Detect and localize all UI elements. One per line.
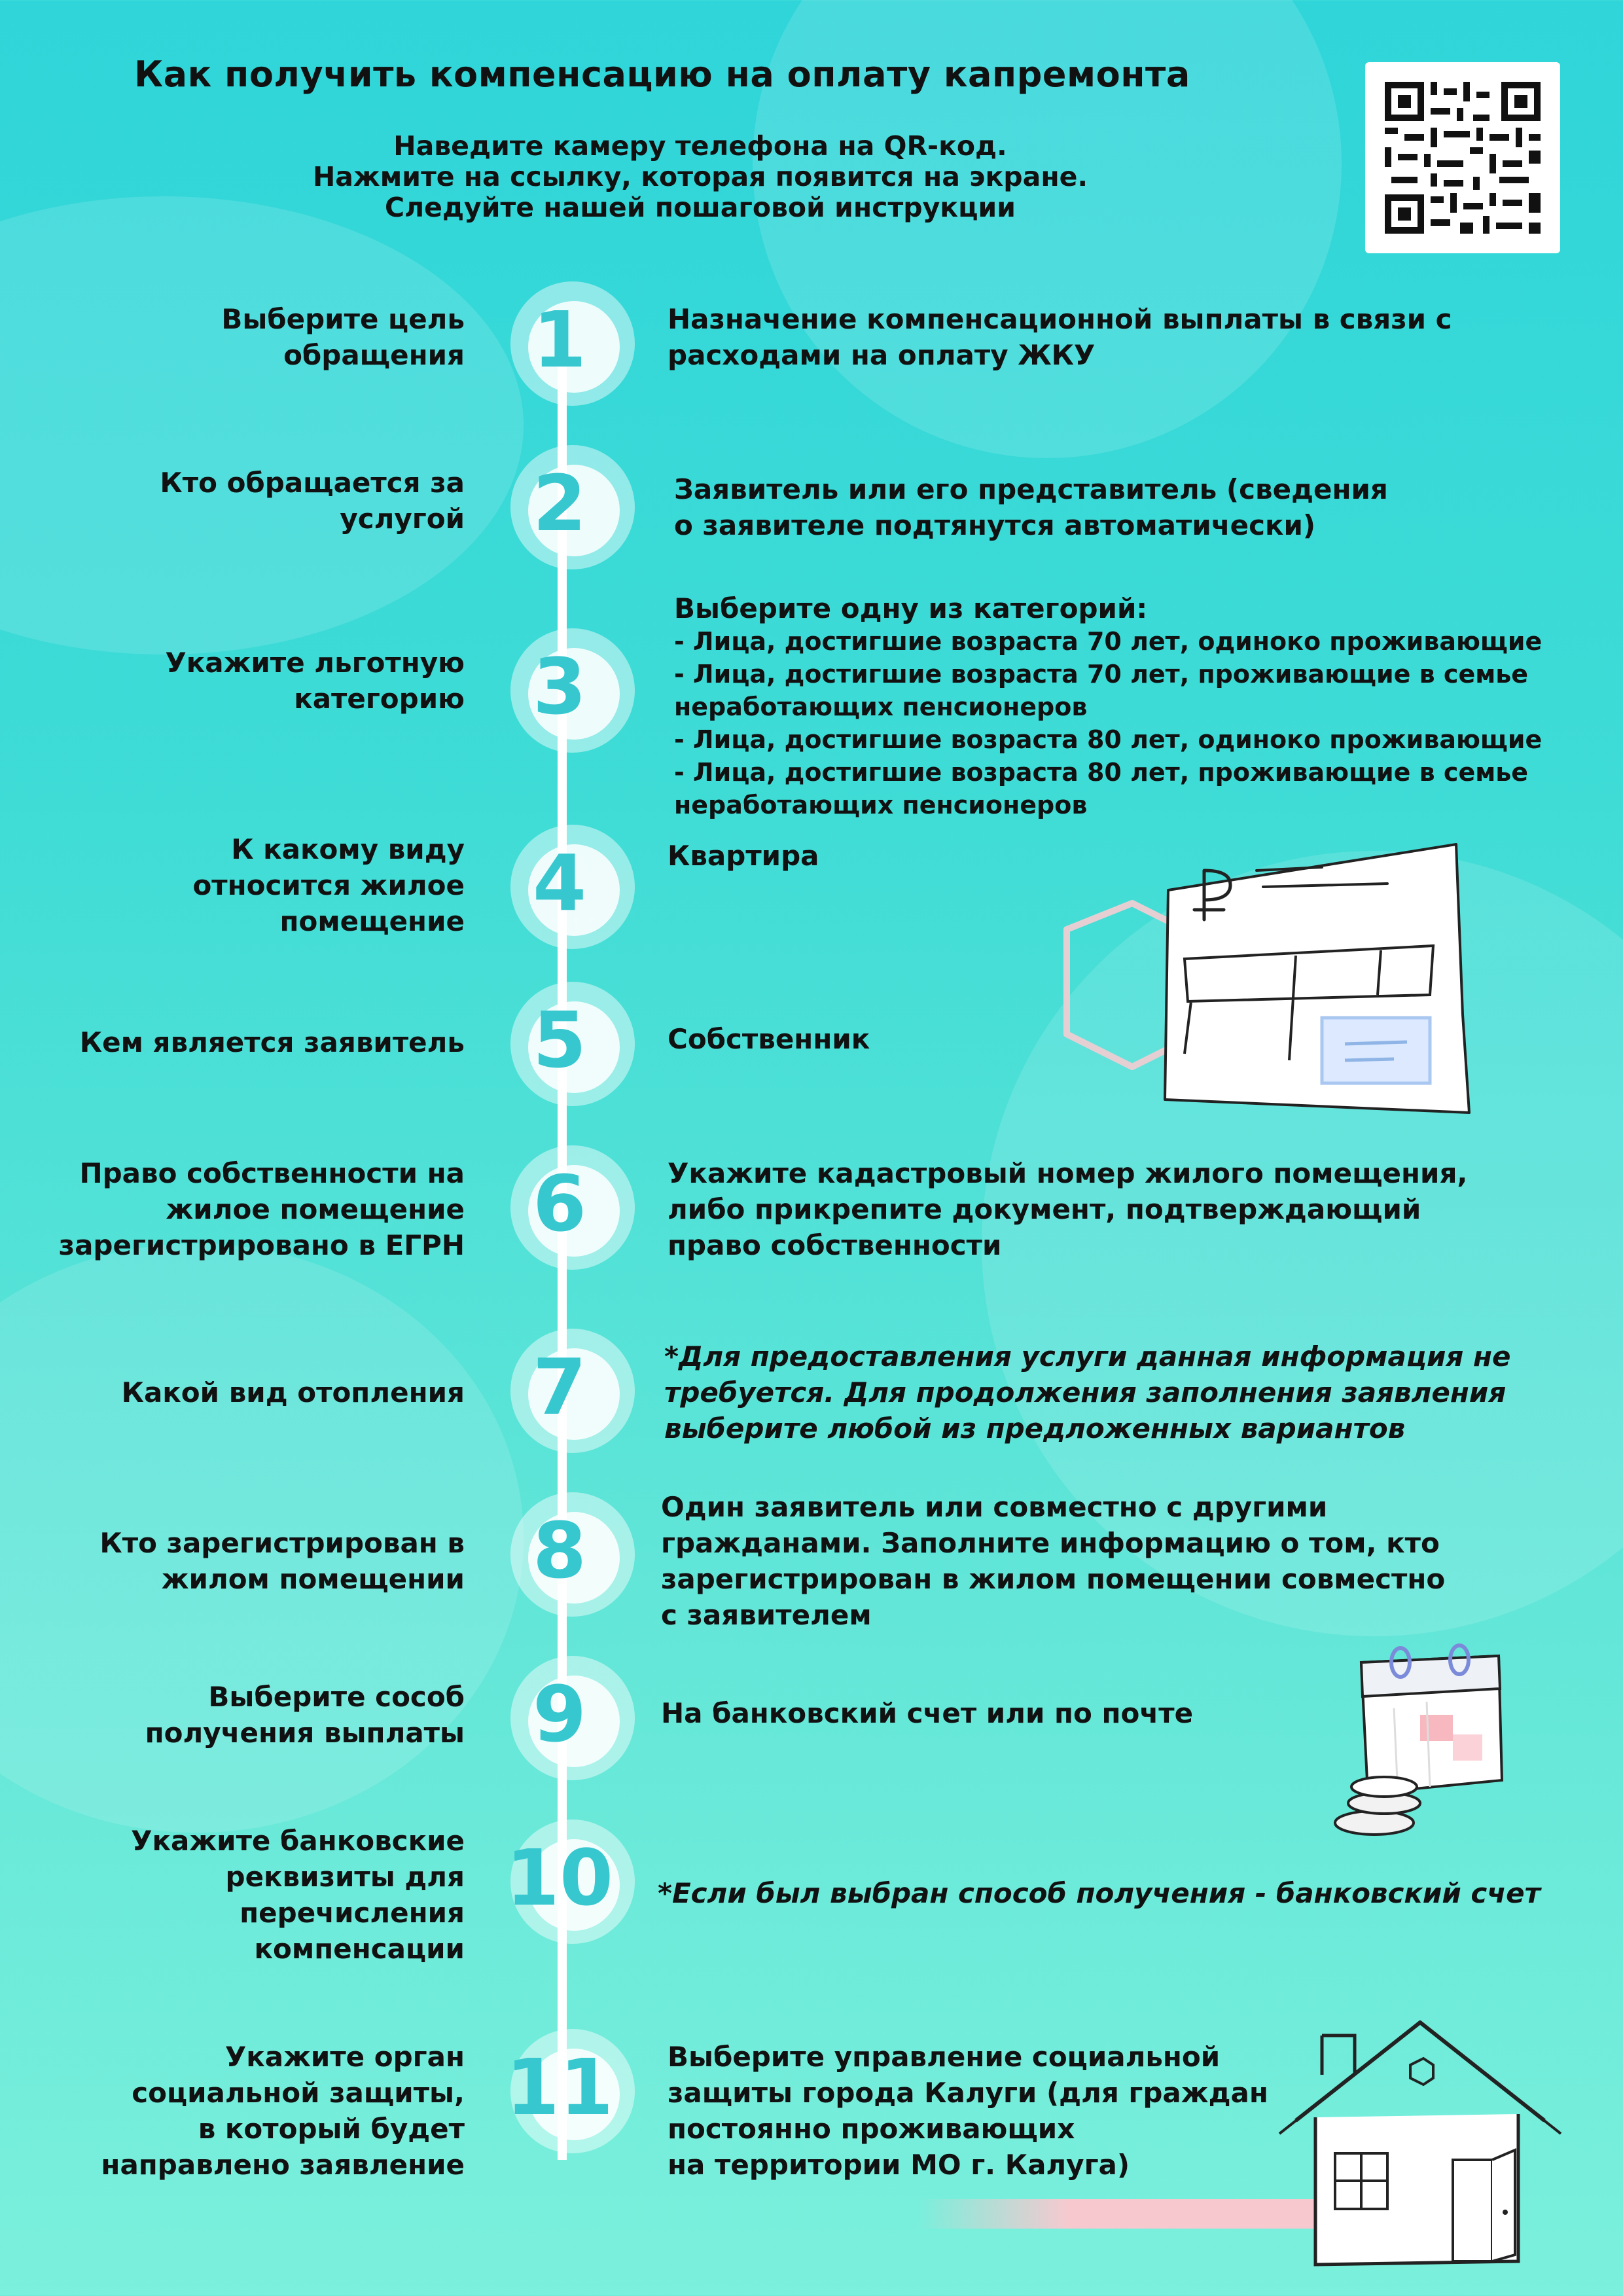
step-number: 5 (532, 995, 587, 1085)
instruction-line: Следуйте нашей пошаговой инструкции (385, 192, 1016, 223)
step-question: Кто обращается за услугой (160, 467, 465, 535)
step-answer: Укажите кадастровый номер жилого помещения, либо прикрепите документ, подтверждающий право собственности (668, 1157, 1468, 1261)
instruction-line: Нажмите на ссылку, которая появится на экране. (312, 161, 1088, 192)
step-number: 4 (532, 838, 587, 928)
qr-code-icon[interactable] (1365, 62, 1560, 253)
instruction-line: Наведите камеру телефона на QR-код. (393, 130, 1007, 162)
step-answer: Выберите одну из категорий: - Лица, достигшие возраста 70 лет, одиноко проживающие - Лица, достигшие возраста 70 лет, проживающие в семье неработающих пенсионеров - Лица, достигшие возраста 80 лет, одиноко проживающие - Лица, достигшие возраста 80 лет, проживающие в семье неработающих пенсионеров (674, 592, 1543, 819)
step-number: 11 (505, 2042, 614, 2132)
step-answer: Выберите управление социальной защиты города Калуги (для граждан постоянно проживающих на территории МО г. Калуга) (668, 2041, 1268, 2181)
instructions (223, 131, 1178, 223)
calendar-coins-icon (1322, 1636, 1518, 1846)
step-question: Право собственности на жилое помещение зарегистрировано в ЕГРН (58, 1157, 465, 1261)
step-question: Кто зарегистрирован в жилом помещении (99, 1527, 465, 1595)
step-question: Какой вид отопления (121, 1376, 465, 1408)
step-question: Укажите льготную категорию (165, 647, 465, 715)
step-answer: Заявитель или его представитель (сведения о заявителе подтянутся автоматически) (674, 473, 1388, 541)
step-number: 2 (532, 458, 587, 548)
step-number: 1 (532, 295, 587, 385)
step-number: 7 (532, 1342, 587, 1432)
step-question: К какому виду относится жилое помещение (192, 833, 465, 937)
step-answer: *Для предоставления услуги данная информация не требуется. Для продолжения заполнения заявления выберите любой из предложенных вариантов (664, 1340, 1511, 1444)
step-number: 8 (532, 1505, 587, 1596)
step-answer: Квартира (668, 840, 819, 872)
receipt-ruble-icon (982, 838, 1479, 1152)
step-number: 3 (532, 641, 587, 732)
step-answer: *Если был выбран способ получения - банковский счет (658, 1877, 1541, 1909)
step-question: Укажите орган социальной защиты, в который будет направлено заявление (101, 2041, 465, 2181)
step-number: 6 (532, 1158, 587, 1249)
page-title: Как получить компенсацию на оплату капремонта (134, 54, 1190, 95)
step-question: Выберите сособ получения выплаты (145, 1681, 465, 1749)
background-blob (0, 196, 524, 655)
step-question: Выберите цель обращения (221, 303, 465, 371)
step-answer: На банковский счет или по почте (661, 1697, 1194, 1729)
step-answer: Назначение компенсационной выплаты в связи с расходами на оплату ЖКУ (668, 303, 1452, 371)
step-answer: Один заявитель или совместно с другими гражданами. Заполните информацию о том, кто зарегистрирован в жилом помещении совместно с заявителем (661, 1491, 1446, 1631)
step-question: Укажите банковские реквизиты для перечисления компенсации (131, 1825, 465, 1965)
house-icon (916, 2003, 1584, 2278)
step-number: 9 (532, 1669, 587, 1759)
step-answer: Собственник (668, 1023, 870, 1055)
step-question: Кем является заявитель (79, 1026, 465, 1058)
step-number: 10 (505, 1833, 614, 1923)
